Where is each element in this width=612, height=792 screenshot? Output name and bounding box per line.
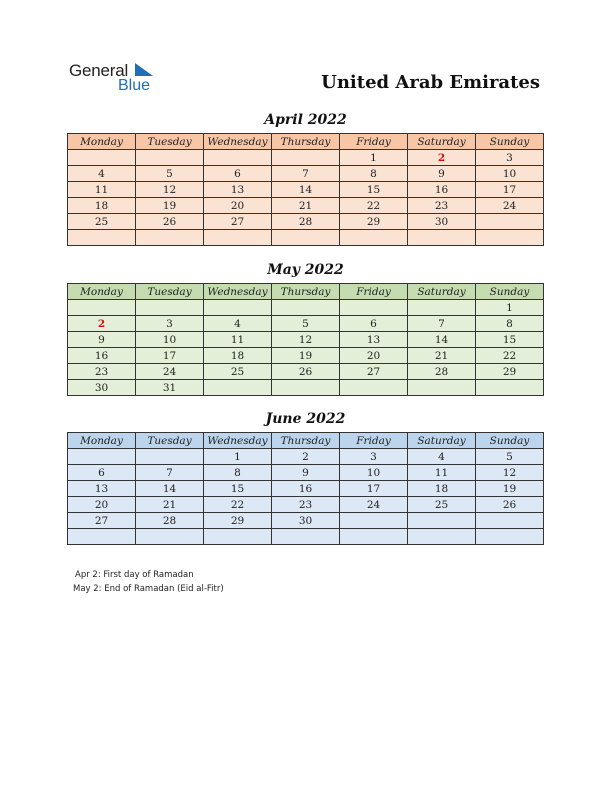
day-cell: 16 (68, 348, 136, 364)
weekday-header: Sunday (476, 134, 544, 150)
day-cell: 1 (476, 300, 544, 316)
day-cell: 15 (204, 481, 272, 497)
day-cell: 7 (408, 316, 476, 332)
month-title-may: May 2022 (267, 262, 344, 278)
day-cell: 26 (476, 497, 544, 513)
day-cell: 23 (68, 364, 136, 380)
day-cell: 23 (272, 497, 340, 513)
weekday-header: Thursday (272, 134, 340, 150)
day-cell: 25 (68, 214, 136, 230)
weekday-header: Thursday (272, 284, 340, 300)
empty-day-cell (408, 380, 476, 396)
empty-day-cell (136, 150, 204, 166)
day-cell: 22 (204, 497, 272, 513)
day-cell: 6 (340, 316, 408, 332)
empty-day-cell (340, 300, 408, 316)
day-cell: 20 (204, 198, 272, 214)
empty-day-cell (476, 513, 544, 529)
day-cell: 21 (136, 497, 204, 513)
empty-day-cell (68, 230, 136, 246)
weekday-header: Monday (68, 433, 136, 449)
day-cell: 20 (68, 497, 136, 513)
day-cell: 14 (136, 481, 204, 497)
empty-day-cell (204, 150, 272, 166)
day-cell: 4 (204, 316, 272, 332)
day-cell: 5 (476, 449, 544, 465)
country-title: United Arab Emirates (321, 72, 540, 93)
holiday-note: Apr 2: First day of Ramadan (75, 570, 194, 580)
empty-day-cell (68, 449, 136, 465)
weekday-header: Monday (68, 284, 136, 300)
day-cell: 12 (476, 465, 544, 481)
logo-triangle-icon (135, 63, 153, 77)
month-title-april: April 2022 (264, 112, 347, 128)
day-cell: 17 (136, 348, 204, 364)
day-cell: 24 (340, 497, 408, 513)
week-row (68, 198, 544, 214)
week-row (68, 449, 544, 465)
weekday-header: Saturday (408, 433, 476, 449)
empty-day-cell (204, 380, 272, 396)
week-row (68, 465, 544, 481)
day-cell: 8 (476, 316, 544, 332)
day-cell: 10 (136, 332, 204, 348)
day-cell: 14 (272, 182, 340, 198)
day-cell: 6 (68, 465, 136, 481)
empty-day-cell (340, 230, 408, 246)
day-cell: 27 (204, 214, 272, 230)
day-cell: 13 (340, 332, 408, 348)
empty-day-cell (272, 300, 340, 316)
month-title-june: June 2022 (265, 411, 346, 427)
day-cell: 29 (476, 364, 544, 380)
empty-day-cell (136, 230, 204, 246)
day-cell: 24 (476, 198, 544, 214)
day-cell: 28 (272, 214, 340, 230)
week-row (68, 214, 544, 230)
logo-general-text: General (69, 61, 129, 80)
day-cell: 3 (340, 449, 408, 465)
weekday-header-row (68, 134, 544, 150)
day-cell: 16 (408, 182, 476, 198)
empty-day-cell (68, 300, 136, 316)
empty-day-cell (68, 529, 136, 545)
day-cell: 5 (272, 316, 340, 332)
day-cell: 28 (408, 364, 476, 380)
day-cell: 4 (408, 449, 476, 465)
empty-day-cell (136, 449, 204, 465)
day-cell: 15 (476, 332, 544, 348)
weekday-header: Thursday (272, 433, 340, 449)
day-cell: 8 (340, 166, 408, 182)
day-cell: 17 (340, 481, 408, 497)
day-cell: 18 (408, 481, 476, 497)
day-cell: 19 (136, 198, 204, 214)
week-row (68, 513, 544, 529)
day-cell: 5 (136, 166, 204, 182)
day-cell: 25 (408, 497, 476, 513)
day-cell: 12 (272, 332, 340, 348)
week-row (68, 497, 544, 513)
week-row (68, 481, 544, 497)
weekday-header: Friday (340, 433, 408, 449)
empty-day-cell (204, 529, 272, 545)
day-cell: 21 (408, 348, 476, 364)
empty-day-cell (340, 529, 408, 545)
weekday-header: Wednesday (204, 284, 272, 300)
week-row (68, 332, 544, 348)
weekday-header: Tuesday (136, 284, 204, 300)
weekday-header: Wednesday (204, 433, 272, 449)
week-row (68, 150, 544, 166)
week-row (68, 230, 544, 246)
day-cell: 19 (272, 348, 340, 364)
day-cell: 8 (204, 465, 272, 481)
empty-day-cell (476, 529, 544, 545)
empty-day-cell (68, 150, 136, 166)
day-cell: 3 (476, 150, 544, 166)
week-row (68, 348, 544, 364)
day-cell: 22 (340, 198, 408, 214)
day-cell: 19 (476, 481, 544, 497)
empty-day-cell (340, 380, 408, 396)
empty-day-cell (204, 230, 272, 246)
day-cell: 10 (340, 465, 408, 481)
day-cell: 16 (272, 481, 340, 497)
week-row (68, 182, 544, 198)
calendar-may (67, 283, 544, 396)
day-cell: 20 (340, 348, 408, 364)
day-cell: 3 (136, 316, 204, 332)
weekday-header-row (68, 433, 544, 449)
calendar-june (67, 432, 544, 545)
empty-day-cell (408, 230, 476, 246)
week-row (68, 300, 544, 316)
day-cell: 18 (204, 348, 272, 364)
empty-day-cell (476, 214, 544, 230)
day-cell: 18 (68, 198, 136, 214)
day-cell: 2 (408, 150, 476, 166)
weekday-header: Tuesday (136, 134, 204, 150)
weekday-header: Friday (340, 284, 408, 300)
day-cell: 9 (68, 332, 136, 348)
day-cell: 21 (272, 198, 340, 214)
weekday-header: Saturday (408, 284, 476, 300)
week-row (68, 364, 544, 380)
logo (69, 61, 169, 97)
day-cell: 10 (476, 166, 544, 182)
day-cell: 2 (272, 449, 340, 465)
day-cell: 11 (408, 465, 476, 481)
day-cell: 30 (408, 214, 476, 230)
day-cell: 7 (272, 166, 340, 182)
day-cell: 13 (204, 182, 272, 198)
day-cell: 29 (204, 513, 272, 529)
empty-day-cell (204, 300, 272, 316)
day-cell: 1 (340, 150, 408, 166)
week-row (68, 380, 544, 396)
day-cell: 26 (136, 214, 204, 230)
day-cell: 6 (204, 166, 272, 182)
day-cell: 29 (340, 214, 408, 230)
week-row (68, 529, 544, 545)
day-cell: 13 (68, 481, 136, 497)
empty-day-cell (408, 529, 476, 545)
empty-day-cell (136, 529, 204, 545)
empty-day-cell (476, 380, 544, 396)
day-cell: 31 (136, 380, 204, 396)
week-row (68, 166, 544, 182)
day-cell: 25 (204, 364, 272, 380)
holiday-notes (75, 568, 224, 596)
day-cell: 27 (340, 364, 408, 380)
empty-day-cell (136, 300, 204, 316)
empty-day-cell (272, 529, 340, 545)
day-cell: 14 (408, 332, 476, 348)
day-cell: 30 (272, 513, 340, 529)
empty-day-cell (340, 513, 408, 529)
holiday-note: May 2: End of Ramadan (Eid al-Fitr) (73, 584, 224, 594)
empty-day-cell (272, 230, 340, 246)
empty-day-cell (272, 150, 340, 166)
empty-day-cell (476, 230, 544, 246)
day-cell: 9 (408, 166, 476, 182)
weekday-header: Tuesday (136, 433, 204, 449)
day-cell: 12 (136, 182, 204, 198)
empty-day-cell (272, 380, 340, 396)
day-cell: 11 (68, 182, 136, 198)
day-cell: 28 (136, 513, 204, 529)
day-cell: 1 (204, 449, 272, 465)
day-cell: 2 (68, 316, 136, 332)
day-cell: 27 (68, 513, 136, 529)
calendar-april (67, 133, 544, 246)
day-cell: 17 (476, 182, 544, 198)
weekday-header: Sunday (476, 433, 544, 449)
day-cell: 24 (136, 364, 204, 380)
empty-day-cell (408, 513, 476, 529)
empty-day-cell (408, 300, 476, 316)
weekday-header: Friday (340, 134, 408, 150)
day-cell: 23 (408, 198, 476, 214)
day-cell: 22 (476, 348, 544, 364)
day-cell: 11 (204, 332, 272, 348)
logo-blue-text: Blue (118, 77, 151, 94)
weekday-header: Saturday (408, 134, 476, 150)
weekday-header: Monday (68, 134, 136, 150)
weekday-header-row (68, 284, 544, 300)
weekday-header: Wednesday (204, 134, 272, 150)
day-cell: 15 (340, 182, 408, 198)
day-cell: 4 (68, 166, 136, 182)
week-row (68, 316, 544, 332)
day-cell: 7 (136, 465, 204, 481)
day-cell: 9 (272, 465, 340, 481)
day-cell: 26 (272, 364, 340, 380)
day-cell: 30 (68, 380, 136, 396)
weekday-header: Sunday (476, 284, 544, 300)
